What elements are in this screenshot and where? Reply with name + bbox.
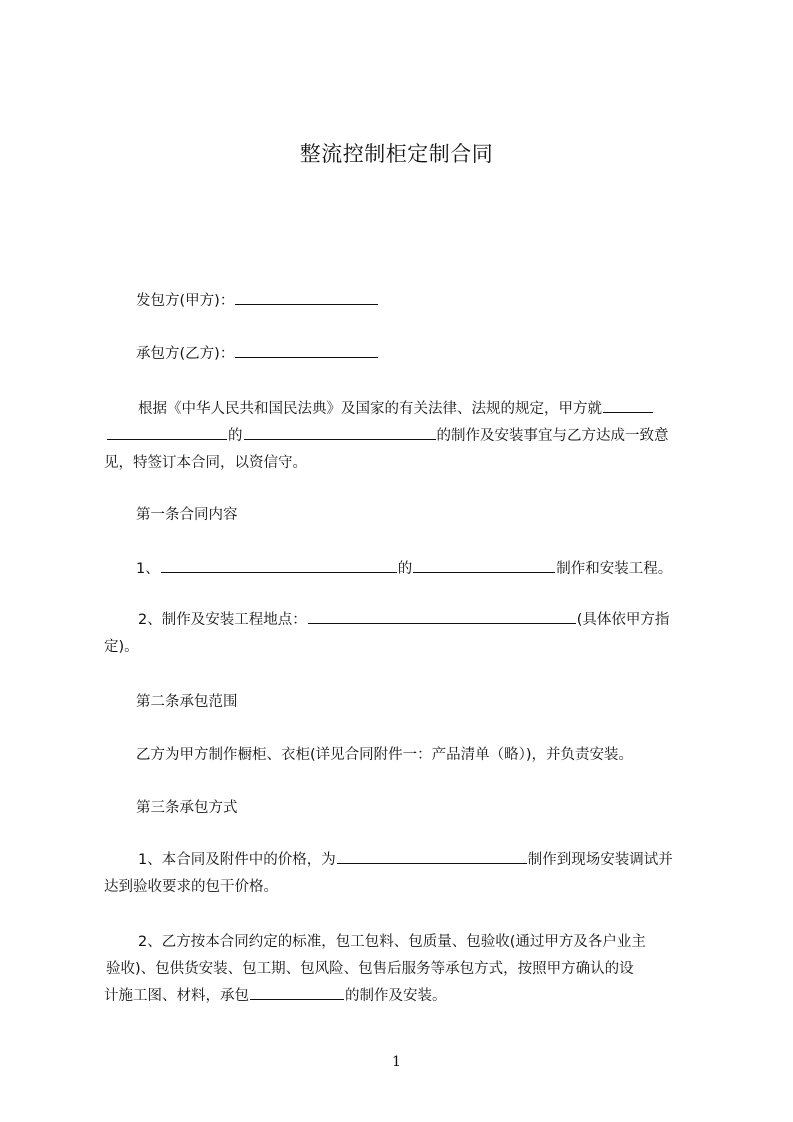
intro-line-1-text: 根据《中华人民共和国民法典》及国家的有关法律、法规的规定，甲方就 <box>138 401 602 417</box>
article-3-item-1-blank <box>337 850 527 864</box>
intro-line-3: 见，特签订本合同，以资信守。 <box>104 455 307 471</box>
party-a-blank <box>235 291 378 305</box>
article-3-item-2 <box>104 929 708 1010</box>
article-3-item-2-line-3-text: 计施工图、材料，承包 <box>104 988 249 1004</box>
article-3-item-1-text: 1、本合同及附件中的价格，为 <box>138 852 336 868</box>
article-2-heading: 第二条承包范围 <box>136 694 238 710</box>
intro-blank-2 <box>107 426 227 440</box>
article-3-item-2-line-2: 验收)、包供货安装、包工期、包风险、包售后服务等承包方式，按照甲方确认的设 <box>106 961 634 977</box>
article-1-heading: 第一条合同内容 <box>136 507 238 523</box>
article-1-item-1-num: 1、 <box>136 561 160 577</box>
intro-line-2-text: 的制作及安装事宜与乙方达成一致意 <box>436 428 669 444</box>
article-1-item-1-blank-2 <box>413 559 555 573</box>
article-3-item-1 <box>104 847 708 901</box>
article-1-item-1-of: 的 <box>397 561 413 577</box>
party-a-line <box>104 288 740 314</box>
article-1-item-2 <box>104 607 708 661</box>
party-b-blank <box>235 344 378 358</box>
article-2-text: 乙方为甲方制作橱柜、衣柜(详见合同附件一：产品清单（略）)，并负责安装。 <box>136 747 634 763</box>
article-3-item-1-line-2: 达到验收要求的包干价格。 <box>104 879 278 895</box>
article-1-item-2-line-2: 定)。 <box>104 639 139 655</box>
document-title: 整流控制柜定制合同 <box>299 142 494 166</box>
article-1-item-2-text: 2、制作及安装工程地点： <box>138 612 307 628</box>
article-3-item-2-blank <box>250 986 344 1000</box>
intro-blank-3 <box>244 426 436 440</box>
article-1-item-1-text: 制作和安装工程。 <box>556 561 673 577</box>
intro-line-2-of: 的 <box>228 428 243 444</box>
page-number: 1 <box>392 1054 401 1070</box>
intro-blank-1 <box>603 399 653 413</box>
article-3-item-1-tail: 制作到现场安装调试并 <box>527 852 673 868</box>
article-1-item-2-tail: (具体依甲方指 <box>576 612 670 628</box>
intro-paragraph <box>104 396 708 477</box>
article-3-heading: 第三条承包方式 <box>136 800 238 816</box>
article-3-item-2-line-3-tail: 的制作及安装。 <box>345 988 447 1004</box>
article-1-item-2-blank <box>308 610 576 624</box>
party-b-line <box>104 341 740 367</box>
party-a-label: 发包方(甲方)： <box>136 293 235 309</box>
article-1-item-1 <box>104 556 740 582</box>
article-1-item-1-blank-1 <box>161 559 397 573</box>
party-b-label: 承包方(乙方)： <box>136 346 235 362</box>
article-3-item-2-line-1: 2、乙方按本合同约定的标准，包工包料、包质量、包验收(通过甲方及各户业主 <box>138 934 646 950</box>
